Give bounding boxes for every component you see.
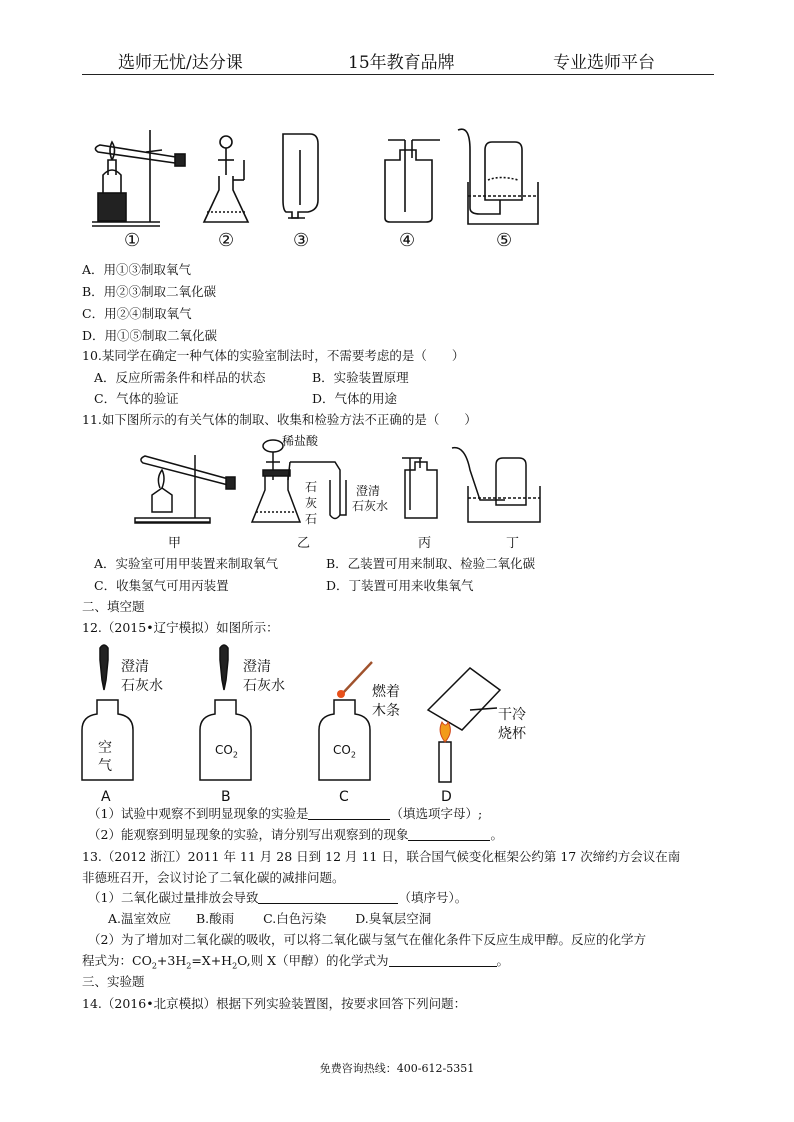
q10-option-c: C．气体的验证 (94, 391, 179, 406)
q13-subquestion-1: （1）二氧化碳过量排放会导致 （填序号）。 (88, 890, 468, 905)
fig1-label-1: ① (124, 230, 141, 251)
q13-blank-1[interactable] (258, 891, 398, 904)
q11-fig-stone-label-3: 石 (305, 512, 318, 526)
q12-fig-a-lime-1: 澄清 (121, 659, 149, 675)
q11-fig-lime-label-1: 澄清 (356, 484, 381, 498)
q12-subquestion-1: （1）试验中观察不到明显现象的实验是 （填选项字母）; (88, 806, 483, 821)
section-experiment: 三、实验题 (82, 974, 145, 989)
q11-option-d: D．丁装置可用来收集氧气 (326, 578, 474, 593)
q12-fig-label-c: C (339, 789, 349, 805)
q11-fig-label-yi: 乙 (297, 536, 311, 551)
fig1-label-2: ② (218, 230, 235, 251)
fig1-label-5: ⑤ (496, 230, 513, 251)
header-center: 15年教育品牌 (348, 53, 455, 73)
section-fill-blank: 二、填空题 (82, 599, 145, 614)
q10-option-a: A．反应所需条件和样品的状态 (94, 370, 266, 385)
q12-stem: 12.（2015•辽宁模拟）如图所示： (82, 620, 279, 635)
q12-fig-a-lime-2: 石灰水 (121, 678, 163, 694)
q12-fig-label-d: D (441, 789, 452, 805)
q12-fig-a-air-1: 空 (98, 740, 112, 756)
q10-stem: 10.某同学在确定一种气体的实验室制法时，不需要考虑的是（ ） (82, 348, 465, 363)
q11-stem: 11.如下图所示的有关气体的制取、收集和检验方法不正确的是（ ） (82, 412, 477, 427)
q12-blank-1[interactable] (308, 807, 390, 820)
q12-fig-d-cup-1: 干冷 (498, 707, 526, 723)
q11-fig-lime-label-2: 石灰水 (352, 499, 389, 513)
q11-fig-stone-label-1: 石 (305, 480, 318, 494)
q13-subquestion-2-line-2: 程式为：$CO_2+3H_2=X+H_2O$,则 X（甲醇）的化学式为 。 (82, 953, 510, 971)
apparatus-figure-2 (0, 430, 794, 550)
fig1-label-4: ④ (399, 230, 416, 251)
q9-option-a: A．用①③制取氧气 (82, 262, 192, 277)
q12-fig-label-b: B (221, 789, 231, 805)
q12-fig-c-match-2: 木条 (372, 703, 400, 719)
q10-option-b: B．实验装置原理 (312, 370, 409, 385)
header-left: 选师无忧/达分课 (118, 53, 243, 73)
fig1-label-3: ③ (293, 230, 310, 251)
q11-option-a: A．实验室可用甲装置来制取氧气 (94, 556, 279, 571)
q11-fig-label-bing: 丙 (418, 536, 432, 551)
q14-stem: 14.（2016•北京模拟）根据下列实验装置图，按要求回答下列问题： (82, 996, 467, 1011)
q11-option-b: B．乙装置可用来制取、检验二氧化碳 (326, 556, 536, 571)
q9-option-c: C．用②④制取氧气 (82, 306, 192, 321)
q9-option-d: D．用①⑤制取二氧化碳 (82, 328, 218, 343)
q12-fig-c-co2: $CO_2$ (333, 743, 356, 760)
q12-fig-c-match-1: 燃着 (372, 684, 400, 700)
q12-fig-b-lime-1: 澄清 (243, 659, 271, 675)
footer-hotline: 免费咨询热线：400-612-5351 (319, 1062, 475, 1075)
q9-option-b: B．用②③制取二氧化碳 (82, 284, 217, 299)
q12-fig-label-a: A (101, 789, 111, 805)
q11-fig-label-jia: 甲 (168, 536, 182, 551)
q12-blank-2[interactable] (408, 828, 490, 841)
q13-options: A.温室效应 B.酸雨 C.白色污染 D.臭氧层空洞 (108, 911, 432, 926)
q11-option-c: C．收集氢气可用丙装置 (94, 578, 229, 593)
apparatus-figure-1 (0, 0, 794, 260)
q12-fig-b-co2: $CO_2$ (215, 743, 238, 760)
q12-fig-b-lime-2: 石灰水 (243, 678, 285, 694)
header-right: 专业选师平台 (553, 53, 655, 73)
q13-stem-line-2: 非德班召开，会议讨论了二氧化碳的减排问题。 (82, 870, 345, 885)
q11-fig-label-ding: 丁 (506, 536, 520, 551)
q11-fig-acid-label: 稀盐酸 (282, 434, 319, 448)
q12-fig-d-cup-2: 烧杯 (498, 726, 526, 742)
q12-fig-a-air-2: 气 (98, 758, 112, 774)
q13-subquestion-2-line-1: （2）为了增加对二氧化碳的吸收，可以将二氧化碳与氢气在催化条件下反应生成甲醇。反应的化学方 (88, 932, 646, 947)
q11-fig-stone-label-2: 灰 (305, 496, 318, 510)
q10-option-d: D．气体的用途 (312, 391, 398, 406)
q12-subquestion-2: （2）能观察到明显现象的实验，请分别写出观察到的现象 。 (88, 827, 503, 842)
q13-blank-2[interactable] (389, 954, 497, 967)
q13-stem-line-1: 13.（2012 浙江）2011 年 11 月 28 日到 12 月 11 日，联合国气候变化框架公约第 17 次缔约方会议在南 (82, 849, 681, 864)
